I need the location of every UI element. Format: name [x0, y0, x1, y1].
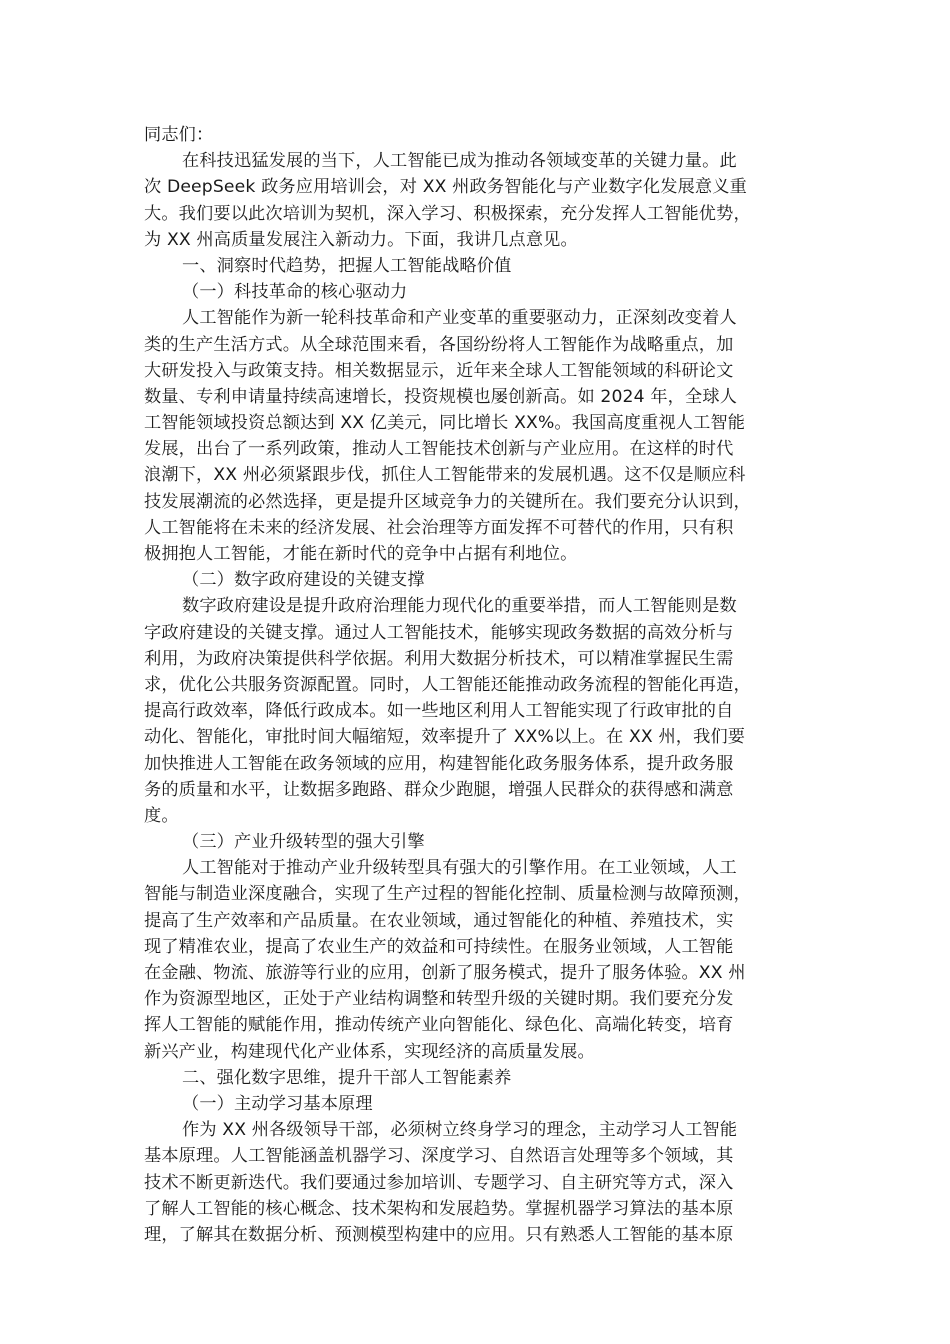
body-line: 类的生产生活方式。从全球范围来看，各国纷纷将人工智能作为战略重点，加: [144, 334, 734, 355]
body-line: 浪潮下，XX 州必须紧跟步伐，抓住人工智能带来的发展机遇。这不仅是顺应科: [144, 465, 746, 486]
body-line: 加快推进人工智能在政务领域的应用，构建智能化政务服务体系，提升政务服: [144, 753, 734, 774]
body-line: 理，了解其在数据分析、预测模型构建中的应用。只有熟悉人工智能的基本原: [144, 1224, 734, 1245]
salutation: 同志们：: [144, 125, 214, 145]
body-line: 求，优化公共服务资源配置。同时，人工智能还能推动政务流程的智能化再造，: [144, 674, 751, 695]
subsection-heading: （一）主动学习基本原理: [182, 1093, 373, 1114]
body-line: 数量、专利申请量持续高速增长，投资规模也屡创新高。如 2024 年，全球人: [144, 386, 738, 407]
body-line: 工智能领域投资总额达到 XX 亿美元，同比增长 XX%。我国高度重视人工智能: [144, 413, 746, 434]
body-line: 现了精准农业，提高了农业生产的效益和可持续性。在服务业领域，人工智能: [144, 936, 734, 957]
subsection-heading: （一）科技革命的核心驱动力: [182, 282, 408, 303]
document-page: [144, 122, 806, 1248]
body-line: 发展，出台了一系列政策，推动人工智能技术创新与产业应用。在这样的时代: [144, 439, 734, 460]
section-heading: 二、强化数字思维，提升干部人工智能素养: [182, 1067, 512, 1088]
body-line: 极拥抱人工智能，才能在新时代的竞争中占据有利地位。: [144, 544, 578, 564]
body-line: 在科技迅猛发展的当下，人工智能已成为推动各领域变革的关键力量。此: [182, 151, 737, 172]
body-line: 大。我们要以此次培训为契机，深入学习、积极探索，充分发挥人工智能优势，: [144, 203, 751, 224]
body-line: 基本原理。人工智能涵盖机器学习、深度学习、自然语言处理等多个领域，其: [144, 1146, 734, 1167]
body-line: 技发展潮流的必然选择，更是提升区域竞争力的关键所在。我们要充分认识到，: [144, 491, 751, 512]
body-line: 提高行政效率，降低行政成本。如一些地区利用人工智能实现了行政审批的自: [144, 701, 734, 722]
body-line: 挥人工智能的赋能作用，推动传统产业向智能化、绿色化、高端化转变，培育: [144, 1015, 734, 1036]
body-line: 作为 XX 州各级领导干部，必须树立终身学习的理念，主动学习人工智能: [182, 1120, 738, 1141]
body-line: 数字政府建设是提升政府治理能力现代化的重要举措，而人工智能则是数: [182, 596, 737, 617]
body-line: 务的质量和水平，让数据多跑路、群众少跑腿，增强人民群众的获得感和满意: [144, 779, 734, 800]
body-line: 次 DeepSeek 政务应用培训会，对 XX 州政务智能化与产业数字化发展意义重: [144, 177, 747, 198]
body-line: 字政府建设的关键支撑。通过人工智能技术，能够实现政务数据的高效分析与: [144, 622, 734, 643]
body-line: 了解人工智能的核心概念、技术架构和发展趋势。掌握机器学习算法的基本原: [144, 1198, 734, 1219]
body-line: 在金融、物流、旅游等行业的应用，创新了服务模式，提升了服务体验。XX 州: [144, 963, 746, 983]
body-line: 度。: [144, 805, 179, 826]
body-line: 人工智能对于推动产业升级转型具有强大的引擎作用。在工业领域，人工: [182, 858, 737, 879]
subsection-heading: （三）产业升级转型的强大引擎: [182, 832, 425, 853]
body-line: 动化、智能化，审批时间大幅缩短，效率提升了 XX%以上。在 XX 州，我们要: [144, 727, 746, 748]
body-line: 大研发投入与政策支持。相关数据显示，近年来全球人工智能领域的科研论文: [144, 360, 734, 381]
body-line: 作为资源型地区，正处于产业结构调整和转型升级的关键时期。我们要充分发: [144, 989, 734, 1010]
section-heading: 一、洞察时代趋势，把握人工智能战略价值: [182, 255, 512, 276]
body-line: 技术不断更新迭代。我们要通过参加培训、专题学习、自主研究等方式，深入: [144, 1172, 734, 1193]
body-line: 人工智能将在未来的经济发展、社会治理等方面发挥不可替代的作用，只有积: [144, 517, 734, 538]
body-line: 利用，为政府决策提供科学依据。利用大数据分析技术，可以精准掌握民生需: [144, 648, 734, 669]
subsection-heading: （二）数字政府建设的关键支撑: [182, 570, 425, 591]
body-line: 为 XX 州高质量发展注入新动力。下面，我讲几点意见。: [144, 229, 578, 250]
body-line: 人工智能作为新一轮科技革命和产业变革的重要驱动力，正深刻改变着人: [182, 308, 737, 329]
body-line: 新兴产业，构建现代化产业体系，实现经济的高质量发展。: [144, 1041, 595, 1062]
body-line: 智能与制造业深度融合，实现了生产过程的智能化控制、质量检测与故障预测，: [144, 884, 751, 905]
body-line: 提高了生产效率和产品质量。在农业领域，通过智能化的种植、养殖技术，实: [144, 910, 734, 931]
